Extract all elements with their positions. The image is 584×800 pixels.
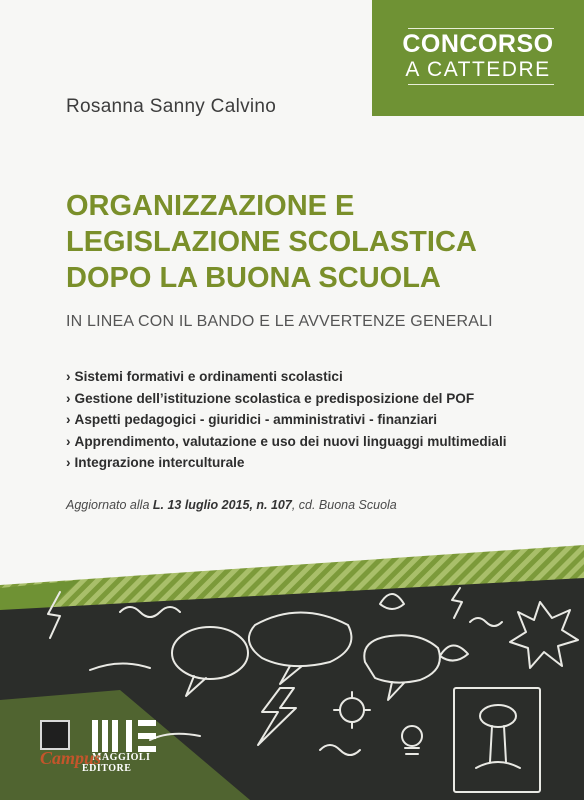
publisher-name: MAGGIOLI: [92, 752, 151, 763]
book-title: [66, 188, 566, 296]
topic-list: [66, 366, 507, 474]
publisher-square-icon: [40, 720, 70, 750]
topic-text: Integrazione interculturale: [74, 455, 245, 470]
topic-text: Gestione dell’istituzione scolastica e predisposizione del POF: [74, 390, 475, 406]
topic-item: [66, 366, 507, 388]
title-line-1: ORGANIZZAZIONE E: [66, 190, 355, 222]
author-name: Rosanna Sanny Calvino: [66, 96, 277, 117]
topic-text: Apprendimento, valutazione e uso dei nuovi linguaggi multimediali: [74, 433, 507, 449]
bullet-icon: ›: [66, 390, 71, 406]
topic-item: [66, 431, 507, 453]
publisher-name-secondary: EDITORE: [82, 763, 132, 774]
title-line-3: DOPO LA BUONA SCUOLA: [66, 262, 441, 294]
imprint-logo: Campus: [40, 748, 102, 768]
topic-item: [66, 388, 507, 410]
topic-item: [66, 409, 507, 431]
bullet-icon: ›: [66, 455, 71, 470]
bullet-icon: ›: [66, 433, 71, 449]
series-subtitle: A CATTEDRE: [405, 58, 551, 81]
bullet-icon: ›: [66, 369, 71, 384]
series-rule-top: [408, 28, 554, 29]
series-rule-bottom: [408, 84, 554, 85]
book-subtitle: IN LINEA CON IL BANDO E LE AVVERTENZE GENERALI: [66, 313, 493, 330]
bullet-icon: ›: [66, 412, 71, 427]
topic-item: [66, 452, 507, 474]
update-note-suffix: , cd. Buona Scuola: [291, 498, 397, 512]
title-line-2: LEGISLAZIONE SCOLASTICA: [66, 226, 477, 258]
update-note-law: L. 13 luglio 2015, n. 107: [152, 498, 292, 512]
topic-text: Sistemi formativi e ordinamenti scolastici: [74, 369, 343, 384]
topic-text: Aspetti pedagogici - giuridici - amministrativi - finanziari: [74, 412, 438, 427]
series-badge: [372, 0, 584, 116]
series-title: CONCORSO: [402, 30, 554, 58]
update-note-prefix: Aggiornato alla: [66, 498, 153, 512]
publisher-logo-icon: [92, 720, 158, 752]
update-note: [66, 498, 397, 512]
